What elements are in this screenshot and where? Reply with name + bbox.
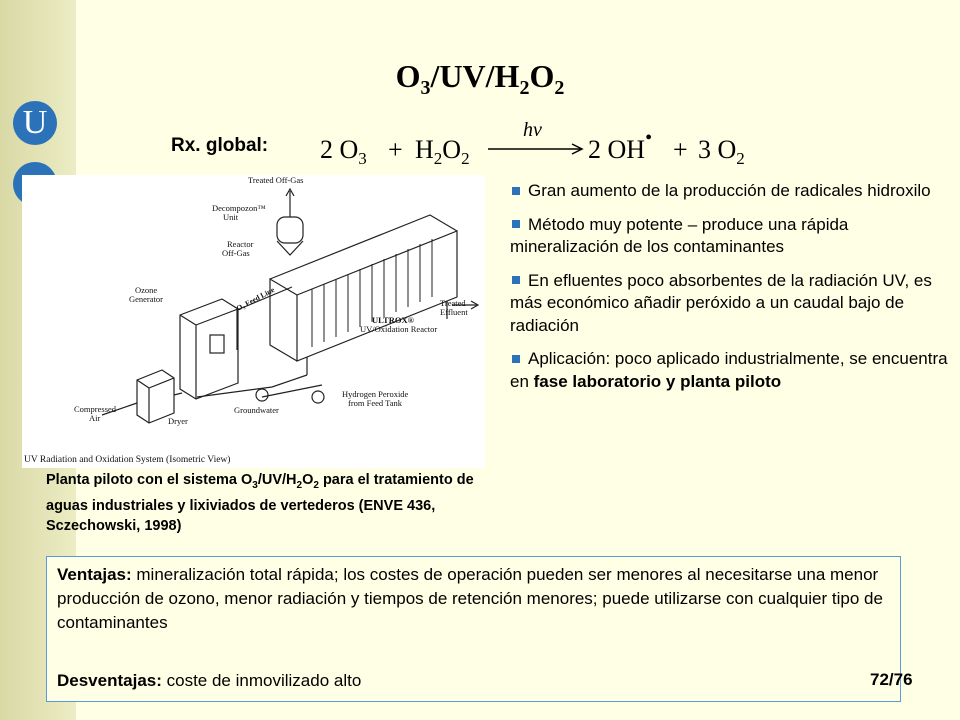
slide-title: $O_3/UV/H_2O_2$ <box>395 58 565 99</box>
svg-text:Treated: Treated <box>440 298 466 308</box>
svg-text:Off-Gas: Off-Gas <box>222 248 250 258</box>
svg-text:Compressed: Compressed <box>74 404 117 414</box>
uv-reactor-front <box>297 231 457 361</box>
svg-text:UV/Oxidation Reactor: UV/Oxidation Reactor <box>360 324 438 334</box>
svg-text:Groundwater: Groundwater <box>234 405 279 415</box>
bullet-square-icon <box>512 187 520 195</box>
peroxide-pump <box>312 391 324 403</box>
bullet-square-icon <box>512 220 520 228</box>
diagram-title: UV Radiation and Oxidation System (Isometric View) <box>24 455 231 465</box>
svg-text:Generator: Generator <box>129 294 163 304</box>
bullet-item: En efluentes poco absorbentes de la radiación UV, es más económico añadir peróxido a un caudal bajo de radiación <box>510 270 932 335</box>
bullet-square-icon <box>512 355 520 363</box>
svg-text:Treated Off-Gas: Treated Off-Gas <box>248 175 304 185</box>
summary-box <box>46 556 901 702</box>
university-logo-u: U <box>13 101 57 145</box>
svg-text:2 O3: 2 $O_3$ <box>320 135 367 168</box>
ozone-generator <box>180 299 238 399</box>
eq-plus-2: + <box>673 135 688 164</box>
svg-text:2 OH•: 2 OH• <box>588 127 653 164</box>
svg-text:O₃ Feed Line: O₃ Feed Line <box>234 285 276 313</box>
figure-caption: Planta piloto con el sistema $O_3/UV/H_2O_2$ para el tratamiento de aguas industriales y lixiviados de vertederos (ENVE 436, Sczechowski, 1998) <box>46 472 474 534</box>
svg-text:Air: Air <box>89 413 101 423</box>
pilot-plant-diagram <box>22 175 485 468</box>
svg-text:Effluent: Effluent <box>440 307 468 317</box>
svg-text:from Feed Tank: from Feed Tank <box>348 398 403 408</box>
decompozon-tank <box>277 217 303 243</box>
bullet-list <box>510 180 955 404</box>
svg-text:Decompozon™: Decompozon™ <box>212 203 266 213</box>
svg-text:Unit: Unit <box>223 212 239 222</box>
eq-coef-2: 2 <box>320 135 340 164</box>
reaction-label: Rx. global: <box>171 135 269 156</box>
svg-text:H2O2: $H_2O_2$ <box>415 135 470 168</box>
groundwater-pump <box>256 389 268 401</box>
svg-text:3 O2: 3 $O_2$ <box>698 135 745 168</box>
page-number: 72/76 <box>870 670 913 689</box>
svg-text:Reactor: Reactor <box>227 239 254 249</box>
disadvantages-text: Desventajas: coste de inmovilizado alto <box>57 671 362 690</box>
bullet-item: Método muy potente – produce una rápida mineralización de los contaminantes <box>510 214 849 256</box>
bullet-item: Aplicación: poco aplicado industrialmente, se encuentra en fase laboratorio y planta piloto <box>510 349 948 391</box>
svg-text:Dryer: Dryer <box>168 416 188 426</box>
advantages-text: Ventajas: mineralización total rápida; los costes de operación pueden ser menores al necesitarse una menor producción de ozono, menor radiación y tiempos de retención menores; puede utilizarse con cualquier tipo de contaminantes <box>57 565 883 632</box>
bullet-item: Gran aumento de la producción de radicales hidroxilo <box>510 180 955 203</box>
reaction-equation <box>318 120 768 168</box>
bullet-square-icon <box>512 276 520 284</box>
svg-text:ULTROX®: ULTROX® <box>372 315 414 325</box>
eq-plus-1: + <box>388 135 403 164</box>
svg-text:Ozone: Ozone <box>135 285 158 295</box>
eq-arrow-label: hν <box>523 120 542 141</box>
svg-text:Hydrogen Peroxide: Hydrogen Peroxide <box>342 389 409 399</box>
